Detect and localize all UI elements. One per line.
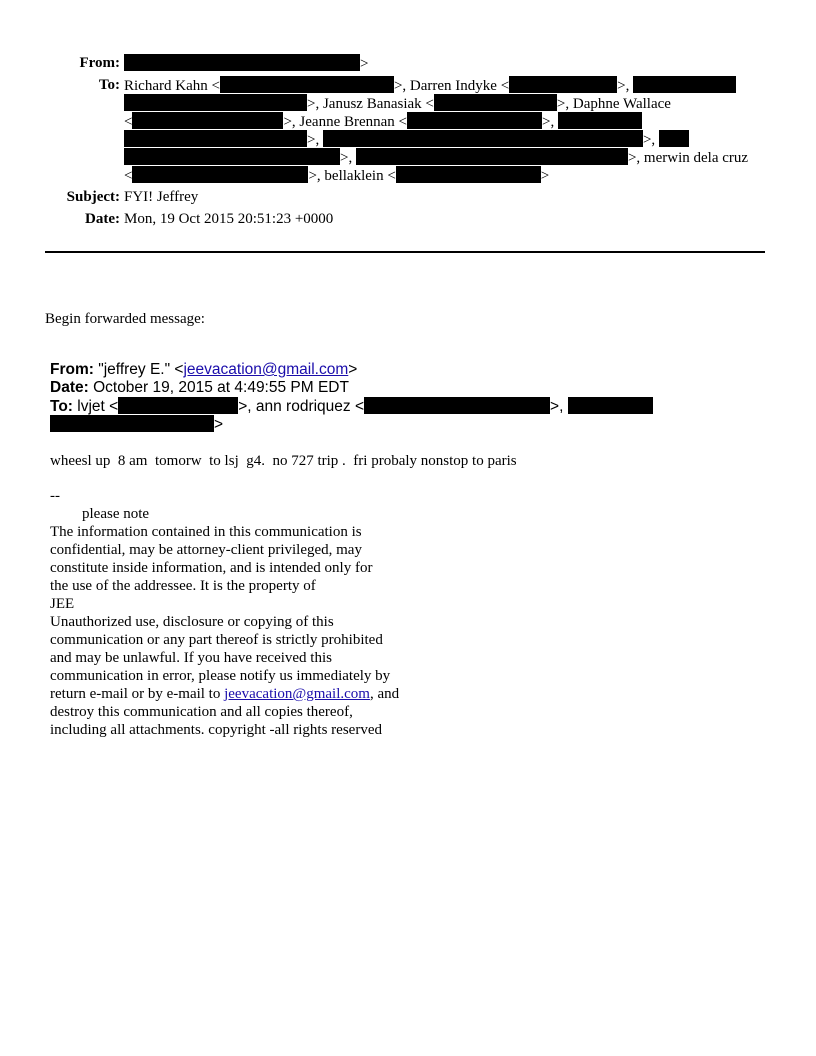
disclaimer-line: Unauthorized use, disclosure or copying of this	[50, 614, 334, 630]
redaction-block	[323, 130, 643, 147]
redaction-block	[364, 397, 550, 414]
to-line-4: >, >,	[124, 130, 689, 149]
to-darren: >, Darren Indyke <	[393, 78, 510, 94]
fwd-from-name: "jeffrey E." <	[98, 361, 184, 378]
fwd-date-label: Date:	[50, 379, 89, 396]
redaction-block	[124, 130, 307, 147]
redaction-block	[407, 112, 542, 129]
from-value: >	[124, 54, 368, 73]
to-daphne: >, Daphne Wallace	[556, 96, 671, 112]
to-line-6: < >, bellaklein < >	[124, 168, 550, 184]
to-line-5: >, >, merwin dela cruz	[124, 148, 748, 167]
to-janusz: >, Janusz Banasiak <	[307, 96, 434, 112]
from-label: From:	[79, 55, 120, 71]
to-line-3: < >, Jeanne Brennan < >,	[124, 112, 642, 131]
header-divider	[45, 251, 765, 253]
please-note: please note	[82, 506, 150, 522]
redaction-block	[558, 112, 642, 129]
message-body: wheesl up 8 am tomorw to lsj g4. no 727 trip . fri probaly nonstop to paris	[50, 453, 517, 469]
redaction-block	[659, 130, 689, 147]
fwd-to-label: To:	[50, 398, 73, 415]
redaction-block	[50, 415, 214, 432]
to-jeanne: >, Jeanne Brennan <	[283, 114, 408, 130]
fwd-from-email-link[interactable]: jeevacation@gmail.com	[183, 361, 349, 378]
redaction-block	[124, 148, 340, 165]
disclaimer-line: and may be unlawful. If you have received this	[50, 650, 332, 666]
fwd-to-line-1: To: lvjet < >, ann rodriquez < >,	[50, 397, 653, 416]
redaction-block	[124, 54, 360, 71]
fwd-date-value: October 19, 2015 at 4:49:55 PM EDT	[93, 379, 349, 396]
to-merwin: >, merwin dela cruz	[627, 150, 749, 166]
redaction-block	[396, 166, 541, 183]
redaction-block	[118, 397, 238, 414]
redaction-block	[132, 166, 308, 183]
forward-intro: Begin forwarded message:	[45, 311, 205, 327]
to-line-2	[124, 94, 671, 113]
disclaimer-return-line	[50, 685, 399, 703]
disclaimer-line: confidential, may be attorney-client privileged, may	[50, 542, 362, 558]
return-suffix: , and	[369, 686, 400, 702]
to-richard: Richard Kahn <	[124, 78, 220, 94]
disclaimer-line: The information contained in this communication is	[50, 524, 362, 540]
redaction-block	[124, 94, 307, 111]
fwd-from-label: From:	[50, 361, 94, 378]
fwd-date-line	[50, 379, 349, 397]
redaction-block	[568, 397, 653, 414]
fwd-from-line: From: "jeffrey E." <jeevacation@gmail.com>	[50, 361, 358, 378]
to-bellaklein: >, bellaklein <	[308, 168, 396, 184]
fwd-to-line-2: >	[50, 415, 223, 434]
disclaimer-line: communication in error, please notify us immediately by	[50, 668, 391, 684]
date-label: Date:	[85, 211, 120, 227]
disclaimer-email-link[interactable]: jeevacation@gmail.com	[224, 686, 370, 702]
subject-label: Subject:	[66, 189, 120, 205]
redaction-block	[509, 76, 617, 93]
disclaimer-line: communication or any part thereof is strictly prohibited	[50, 632, 383, 648]
to-label: To:	[98, 77, 120, 93]
disclaimer-line: the use of the addressee. It is the property of	[50, 578, 316, 594]
signature-separator: --	[50, 488, 60, 504]
redaction-block	[220, 76, 394, 93]
disclaimer-line: destroy this communication and all copies thereof,	[50, 704, 353, 720]
redaction-block	[434, 94, 557, 111]
date-value: Mon, 19 Oct 2015 20:51:23 +0000	[124, 211, 334, 227]
disclaimer-line: constitute inside information, and is intended only for	[50, 560, 373, 576]
disclaimer-line: JEE	[50, 596, 75, 612]
fwd-to-ann: >, ann rodriquez <	[238, 398, 365, 415]
to-line-1: Richard Kahn < >, Darren Indyke < >,	[124, 76, 736, 95]
redaction-block	[633, 76, 736, 93]
redaction-block	[132, 112, 283, 129]
redaction-block	[356, 148, 628, 165]
fwd-to-lvjet: lvjet <	[77, 398, 119, 415]
return-prefix: return e-mail or by e-mail to	[50, 686, 225, 702]
disclaimer-line: including all attachments. copyright -all rights reserved	[50, 722, 382, 738]
subject-value: FYI! Jeffrey	[124, 189, 199, 205]
